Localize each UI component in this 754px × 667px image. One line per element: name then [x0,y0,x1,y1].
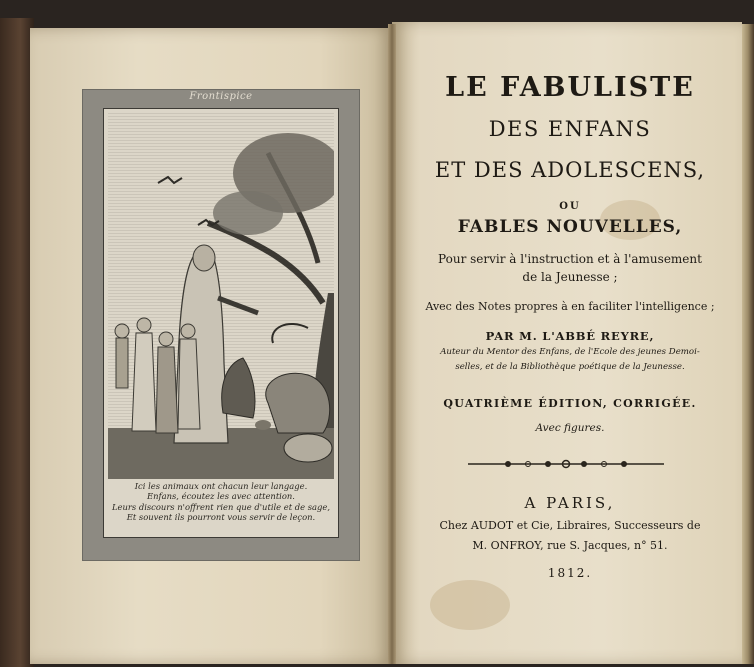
foxing-stain [430,580,510,630]
publisher-line-1: Chez AUDOT et Cie, Libraires, Successeurs de [439,519,701,532]
book-subtitle: FABLES NOUVELLES, [457,217,683,237]
book-gutter [388,24,396,664]
title-line-3: ET DES ADOLESCENS, [434,158,706,182]
book-title: LE FABULISTE [445,72,695,103]
ornamental-rule [468,458,664,470]
caption-line: Leurs discours n'offrent rien que d'utile et de sage, [111,501,331,512]
purpose-line-2: de la Jeunesse ; [522,270,618,284]
notes-line: Avec des Notes propres à en faciliter l'intelligence ; [425,300,715,313]
frontispiece-caption [108,481,334,533]
caption-line: Et souvent ils pourront vous servir de leçon. [126,512,316,523]
title-conjunction: OU [559,201,581,212]
publication-year: 1812. [547,566,593,580]
edition-line: QUATRIÈME ÉDITION, CORRIGÉE. [443,397,697,410]
caption-line: Ici les animaux ont chacun leur langage. [134,481,308,491]
caption-line: Enfans, écoutez les avec attention. [147,491,295,502]
engraving-illustration [108,113,334,479]
frontispiece-frame [82,89,360,561]
book-cover-edge [0,18,34,667]
frontispiece-plate [103,108,339,538]
author-works-1: Auteur du Mentor des Enfans, de l'Ecole des jeunes Demoi- [440,347,700,357]
title-line-2: DES ENFANS [488,117,652,141]
page-edge [742,24,754,664]
author-works-2: selles, et de la Bibliothèque poétique de la Jeunesse. [455,362,685,372]
figures-line: Avec figures. [535,422,605,434]
purpose-line-1: Pour servir à l'instruction et à l'amusement [438,252,702,266]
imprint-city: A PARIS, [524,494,616,512]
frontispiece-label: Frontispice [189,91,253,102]
publisher-line-2: M. ONFROY, rue S. Jacques, n° 51. [472,539,668,552]
author-line: PAR M. L'ABBÉ REYRE, [485,329,655,343]
